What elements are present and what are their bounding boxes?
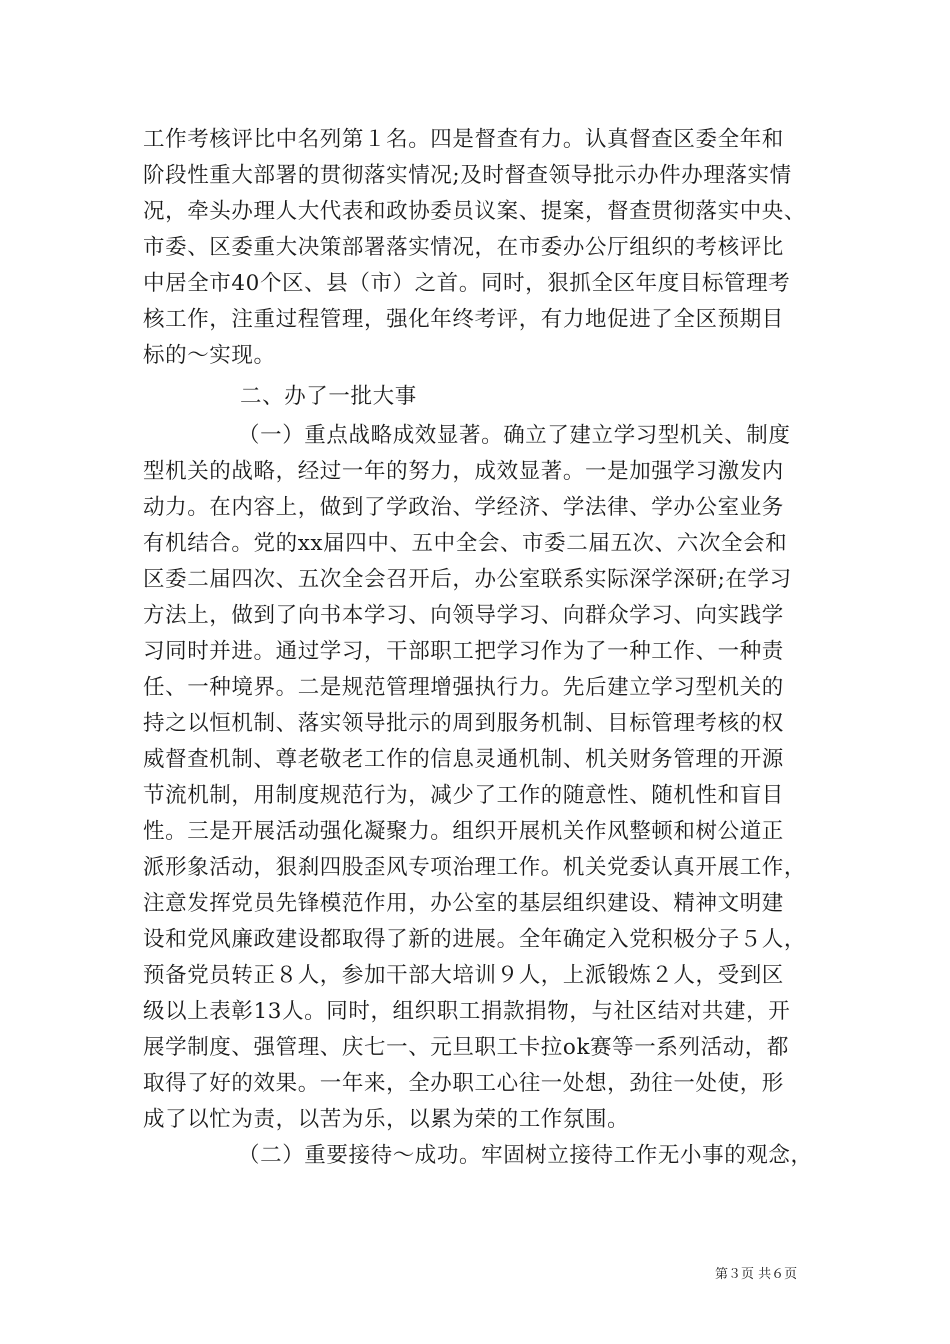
body-text-line: 任、一种境界。二是规范管理增强执行力。先后建立学习型机关的 xyxy=(143,675,784,700)
body-text-line: 核工作，注重过程管理，强化年终考评，有力地促进了全区预期目 xyxy=(143,307,784,332)
body-text-line: 持之以恒机制、落实领导批示的周到服务机制、目标管理考核的权 xyxy=(143,711,784,736)
body-text-line: 展学制度、强管理、庆七一、元旦职工卡拉ok赛等一系列活动，都 xyxy=(143,1035,789,1060)
body-text-line: 注意发挥党员先锋模范作用，办公室的基层组织建设、精神文明建 xyxy=(143,891,784,916)
body-text-line: 威督查机制、尊老敬老工作的信息灵通机制、机关财务管理的开源 xyxy=(143,747,784,772)
body-text-line: 节流机制，用制度规范行为，减少了工作的随意性、随机性和盲目 xyxy=(143,783,784,808)
subsection-heading-line: （二）重要接待～成功。牢固树立接待工作无小事的观念， xyxy=(238,1143,813,1168)
body-text-line: 预备党员转正８人，参加干部大培训９人，上派锻炼２人，受到区 xyxy=(143,963,784,988)
body-text-line: 级以上表彰13人。同时，组织职工捐款捐物，与社区结对共建，开 xyxy=(143,999,791,1024)
body-text-line: 中居全市40个区、县（市）之首。同时，狠抓全区年度目标管理考 xyxy=(143,271,791,296)
body-text-line: 派形象活动，狠刹四股歪风专项治理工作。机关党委认真开展工作， xyxy=(143,855,807,880)
body-text-line: 市委、区委重大决策部署落实情况，在市委办公厅组织的考核评比 xyxy=(143,235,784,260)
body-text-line: 性。三是开展活动强化凝聚力。组织开展机关作风整顿和树公道正 xyxy=(143,819,784,844)
body-text-line: 有机结合。党的xx届四中、五中全会、市委二届五次、六次全会和 xyxy=(143,531,788,556)
subsection-heading-line: （一）重点战略成效显著。确立了建立学习型机关、制度 xyxy=(238,423,791,448)
body-text-line: 况，牵头办理人大代表和政协委员议案、提案，督查贯彻落实中央、 xyxy=(143,199,807,224)
body-text-line: 习同时并进。通过学习，干部职工把学习作为了一种工作、一种责 xyxy=(143,639,784,664)
body-text-line: 方法上，做到了向书本学习、向领导学习、向群众学习、向实践学 xyxy=(143,603,784,628)
page-number-footer: 第３页 共６页 xyxy=(715,1267,798,1282)
section-heading: 二、办了一批大事 xyxy=(240,384,417,409)
body-text-line: 动力。在内容上，做到了学政治、学经济、学法律、学办公室业务 xyxy=(143,495,784,520)
body-text-line: 工作考核评比中名列第１名。四是督查有力。认真督查区委全年和 xyxy=(143,127,784,152)
body-text-line: 阶段性重大部署的贯彻落实情况;及时督查领导批示办件办理落实情 xyxy=(143,163,792,188)
body-text-line: 标的～实现。 xyxy=(143,343,276,368)
body-text-line: 型机关的战略，经过一年的努力，成效显著。一是加强学习激发内 xyxy=(143,459,784,484)
body-text-line: 设和党风廉政建设都取得了新的进展。全年确定入党积极分子５人， xyxy=(143,927,807,952)
body-text-line: 区委二届四次、五次全会召开后，办公室联系实际深学深研;在学习 xyxy=(143,567,792,592)
body-text-line: 成了以忙为责，以苦为乐，以累为荣的工作氛围。 xyxy=(143,1107,630,1132)
body-text-line: 取得了好的效果。一年来，全办职工心往一处想，劲往一处使，形 xyxy=(143,1071,784,1096)
